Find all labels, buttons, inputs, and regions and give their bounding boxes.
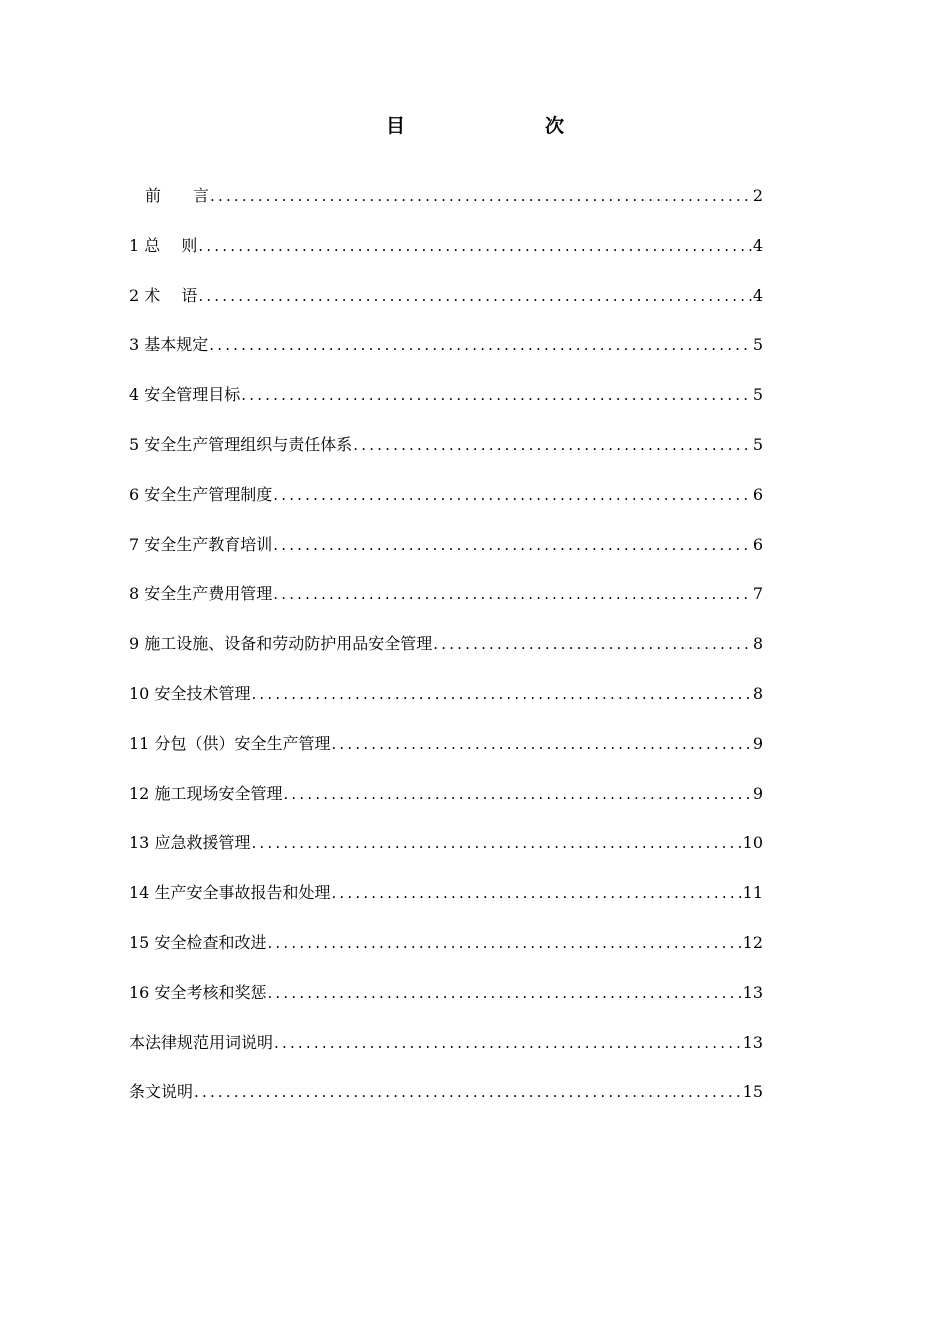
toc-entry-label: 7 安全生产教育培训	[129, 534, 273, 554]
toc-dot-leader	[273, 581, 752, 607]
toc-entry-14[interactable]	[129, 880, 763, 930]
toc-entry-label: 12 施工现场安全管理	[129, 783, 283, 803]
toc-dot-leader	[251, 830, 741, 856]
table-of-contents	[129, 183, 763, 1129]
toc-page-number: 9	[752, 733, 763, 753]
toc-entry-label: 6 安全生产管理制度	[129, 484, 273, 504]
toc-dot-leader	[267, 930, 741, 956]
toc-entry-13[interactable]	[129, 830, 763, 880]
toc-entry-label: 10 安全技术管理	[129, 683, 251, 703]
toc-dot-leader	[209, 332, 752, 358]
toc-entry-12[interactable]	[129, 781, 763, 831]
toc-page-number: 11	[742, 883, 763, 903]
toc-page-number: 5	[752, 335, 763, 355]
toc-dot-leader	[273, 482, 752, 508]
toc-dot-leader	[274, 1030, 742, 1056]
page-title: 目 次	[385, 114, 598, 137]
toc-entry-2[interactable]	[129, 283, 763, 333]
toc-page-number: 4	[752, 285, 763, 305]
toc-entry-9[interactable]	[129, 631, 763, 681]
toc-dot-leader	[353, 432, 752, 458]
toc-dot-leader	[331, 880, 741, 906]
toc-entry-label: 9 施工设施、设备和劳动防护用品安全管理	[129, 634, 433, 654]
toc-page-number: 10	[742, 833, 763, 853]
toc-dot-leader	[210, 183, 752, 209]
toc-entry-label: 条文说明	[129, 1082, 194, 1102]
toc-entry-label: 3 基本规定	[129, 335, 209, 355]
toc-dot-leader	[331, 731, 751, 757]
toc-dot-leader	[273, 532, 752, 558]
toc-entry-label: 5 安全生产管理组织与责任体系	[129, 434, 353, 454]
toc-entry-8[interactable]	[129, 581, 763, 631]
toc-page-number: 13	[742, 1032, 763, 1052]
toc-entry-3[interactable]	[129, 332, 763, 382]
toc-entry-10[interactable]	[129, 681, 763, 731]
toc-entry-label: 2 术 语	[129, 285, 198, 305]
toc-page-number: 2	[752, 186, 763, 205]
toc-page-number: 5	[752, 434, 763, 454]
toc-page-number: 7	[752, 584, 763, 604]
toc-page-number: 8	[752, 634, 763, 654]
toc-entry-15[interactable]	[129, 930, 763, 980]
toc-entry-label: 14 生产安全事故报告和处理	[129, 883, 331, 903]
toc-entry-label: 前 言	[129, 186, 210, 205]
toc-entry-1[interactable]	[129, 233, 763, 283]
toc-entry-7[interactable]	[129, 532, 763, 582]
toc-entry-4[interactable]	[129, 382, 763, 432]
toc-dot-leader	[241, 382, 752, 408]
toc-page-number: 5	[752, 385, 763, 405]
toc-dot-leader	[267, 980, 741, 1006]
toc-entry-preface[interactable]	[129, 183, 763, 233]
toc-entry-label: 1 总 则	[129, 235, 198, 255]
toc-entry-terms-explanation[interactable]	[129, 1030, 763, 1080]
toc-page-number: 9	[752, 783, 763, 803]
toc-entry-label: 8 安全生产费用管理	[129, 584, 273, 604]
toc-dot-leader	[198, 233, 751, 259]
toc-page-number: 4	[752, 235, 763, 255]
toc-page-number: 8	[752, 683, 763, 703]
toc-dot-leader	[198, 283, 751, 309]
toc-page-number: 6	[752, 534, 763, 554]
toc-entry-clause-explanation[interactable]	[129, 1079, 763, 1129]
toc-dot-leader	[283, 781, 751, 807]
toc-entry-16[interactable]	[129, 980, 763, 1030]
toc-dot-leader	[194, 1079, 742, 1105]
toc-entry-label: 15 安全检查和改进	[129, 932, 267, 952]
toc-entry-label: 4 安全管理目标	[129, 385, 241, 405]
toc-entry-6[interactable]	[129, 482, 763, 532]
toc-page-number: 13	[742, 982, 763, 1002]
toc-entry-label: 16 安全考核和奖惩	[129, 982, 267, 1002]
toc-dot-leader	[251, 681, 751, 707]
toc-page-number: 6	[752, 484, 763, 504]
toc-entry-5[interactable]	[129, 432, 763, 482]
toc-page-number: 12	[742, 932, 763, 952]
toc-entry-label: 11 分包（供）安全生产管理	[129, 733, 331, 753]
toc-page-number: 15	[742, 1082, 763, 1102]
toc-dot-leader	[433, 631, 752, 657]
toc-entry-label: 本法律规范用词说明	[129, 1032, 274, 1052]
toc-entry-label: 13 应急救援管理	[129, 833, 251, 853]
toc-entry-11[interactable]	[129, 731, 763, 781]
